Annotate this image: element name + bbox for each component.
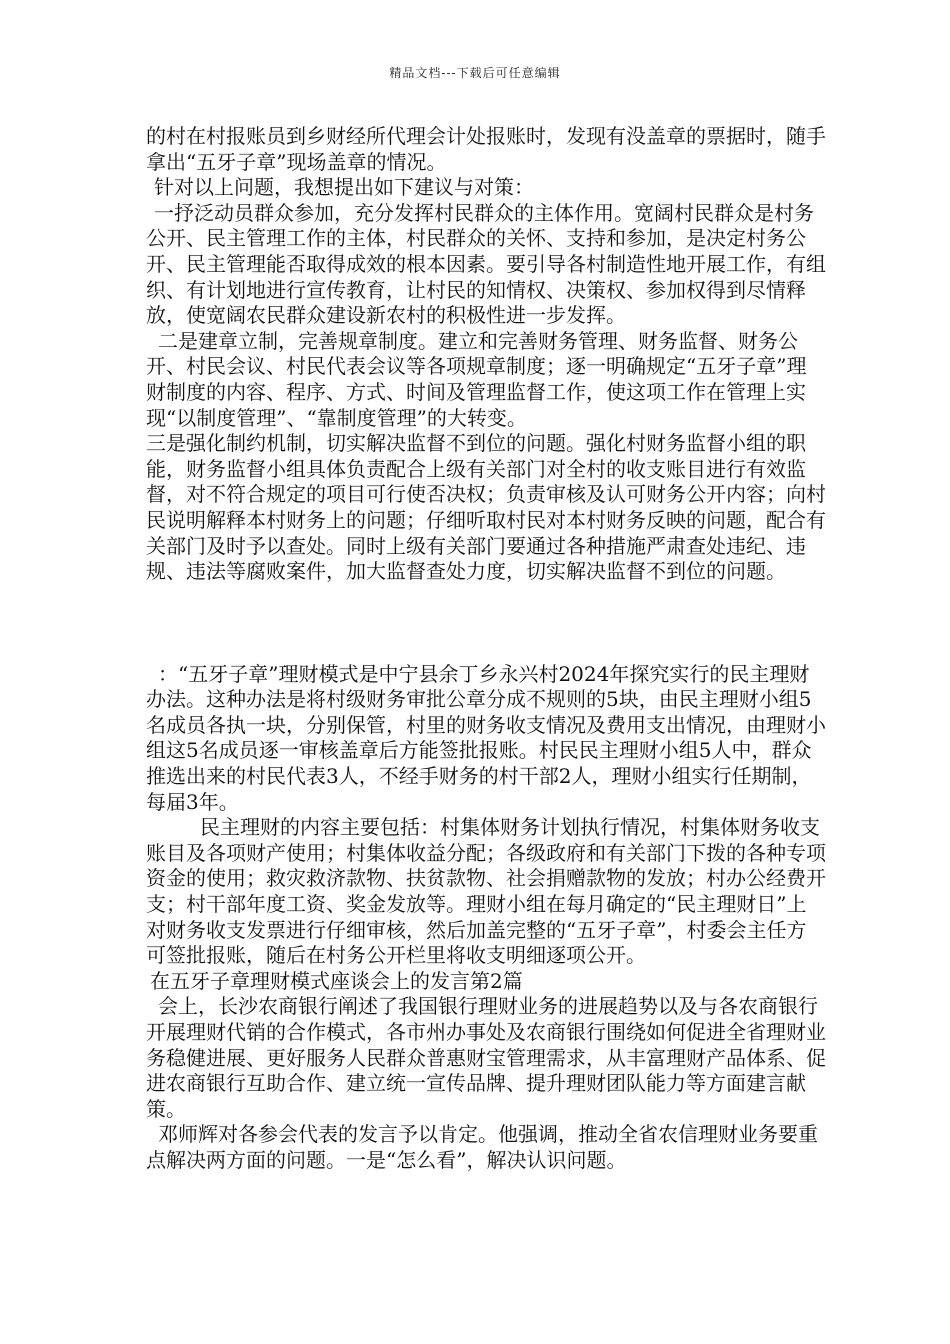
paragraph-3: 一抒泛动员群众参加，充分发挥村民群众的主体作用。宽阔村民群众是村务公开、民主管理工作的主体，村民群众的关怀、支持和参加，是决定村务公开、民主管理能否取得成效的根本因素。要引导各村制造性地开展工作，有组织、有计划地进行宣传教育，让村民的知情权、决策权、参加权得到尽情释放，使宽阔农民群众建设新农村的积极性进一步发挥。 (146, 200, 826, 328)
section-gap (146, 585, 826, 662)
paragraph-7: 民主理财的内容主要包括：村集体财务计划执行情况，村集体财务收支账目及各项财产使用；村集体收益分配；各级政府和有关部门下拨的各种专项资金的使用；救灾救济款物、扶贫款物、社会捐赠款物的发放；村办公经费开支；村干部年度工资、奖金发放等。理财小组在每月确定的“民主理财日”上对财务收支发票进行仔细审核，然后加盖完整的“五牙子章”，村委会主任方可签批报账，随后在村务公开栏里将收支明细逐项公开。 (146, 815, 826, 968)
paragraph-8: 会上，长沙农商银行阐述了我国银行理财业务的进展趋势以及与各农商银行开展理财代销的合作模式，各市州办事处及农商银行围绕如何促进全省理财业务稳健进展、更好服务人民群众普惠财宝管理需求，从丰富理财产品体系、促进农商银行互助合作、建立统一宣传品牌、提升理财团队能力等方面建言献策。 (146, 994, 826, 1121)
paragraph-2: 针对以上问题，我想提出如下建议与对策： (154, 175, 534, 200)
paragraph-6: ：“五牙子章”理财模式是中宁县余丁乡永兴村2024年探究实行的民主理财办法。这种办法是将村级财务审批公章分成不规则的5块，由民主理财小组5名成员各执一块，分别保管，村里的财务收支情况及费用支出情况，由理财小组这5名成员逐一审核盖章后方能签批报账。村民民主理财小组5人中，群众推选出来的村民代表3人，不经手财务的村干部2人，理财小组实行任期制，每届3年。 (146, 661, 826, 814)
page-header: 精品文档---下载后可任意编辑 (389, 66, 561, 80)
paragraph-5: 三是强化制约机制，切实解决监督不到位的问题。强化村财务监督小组的职能，财务监督小组具体负责配合上级有关部门对全村的收支账目进行有效监督，对不符合规定的项目可行使否决权；负责审核及认可财务公开内容；向村民说明解释本村财务上的问题；仔细听取村民对本村财务反映的问题，配合有关部门及时予以查处。同时上级有关部门要通过各种措施严肃查处违纪、违规、违法等腐败案件，加大监督查处力度，切实解决监督不到位的问题。 (146, 431, 826, 584)
document-body (146, 124, 826, 1174)
section-heading: 在五牙子章理财模式座谈会上的发言第2篇 (150, 968, 523, 993)
paragraph-1: 的村在村报账员到乡财经所代理会计处报账时，发现有没盖章的票据时，随手拿出“五牙子章”现场盖章的情况。 (146, 124, 826, 174)
paragraph-4: 二是建章立制，完善规章制度。建立和完善财务管理、财务监督、财务公开、村民会议、村民代表会议等各项规章制度；逐一明确规定“五牙子章”理财制度的内容、程序、方式、时间及管理监督工作，使这项工作在管理上实现“以制度管理”、“靠制度管理”的大转变。 (146, 328, 807, 430)
paragraph-9: 邓师辉对各参会代表的发言予以肯定。他强调，推动全省农信理财业务要重点解决两方面的问题。一是“怎么看”，解决认识问题。 (146, 1122, 818, 1172)
